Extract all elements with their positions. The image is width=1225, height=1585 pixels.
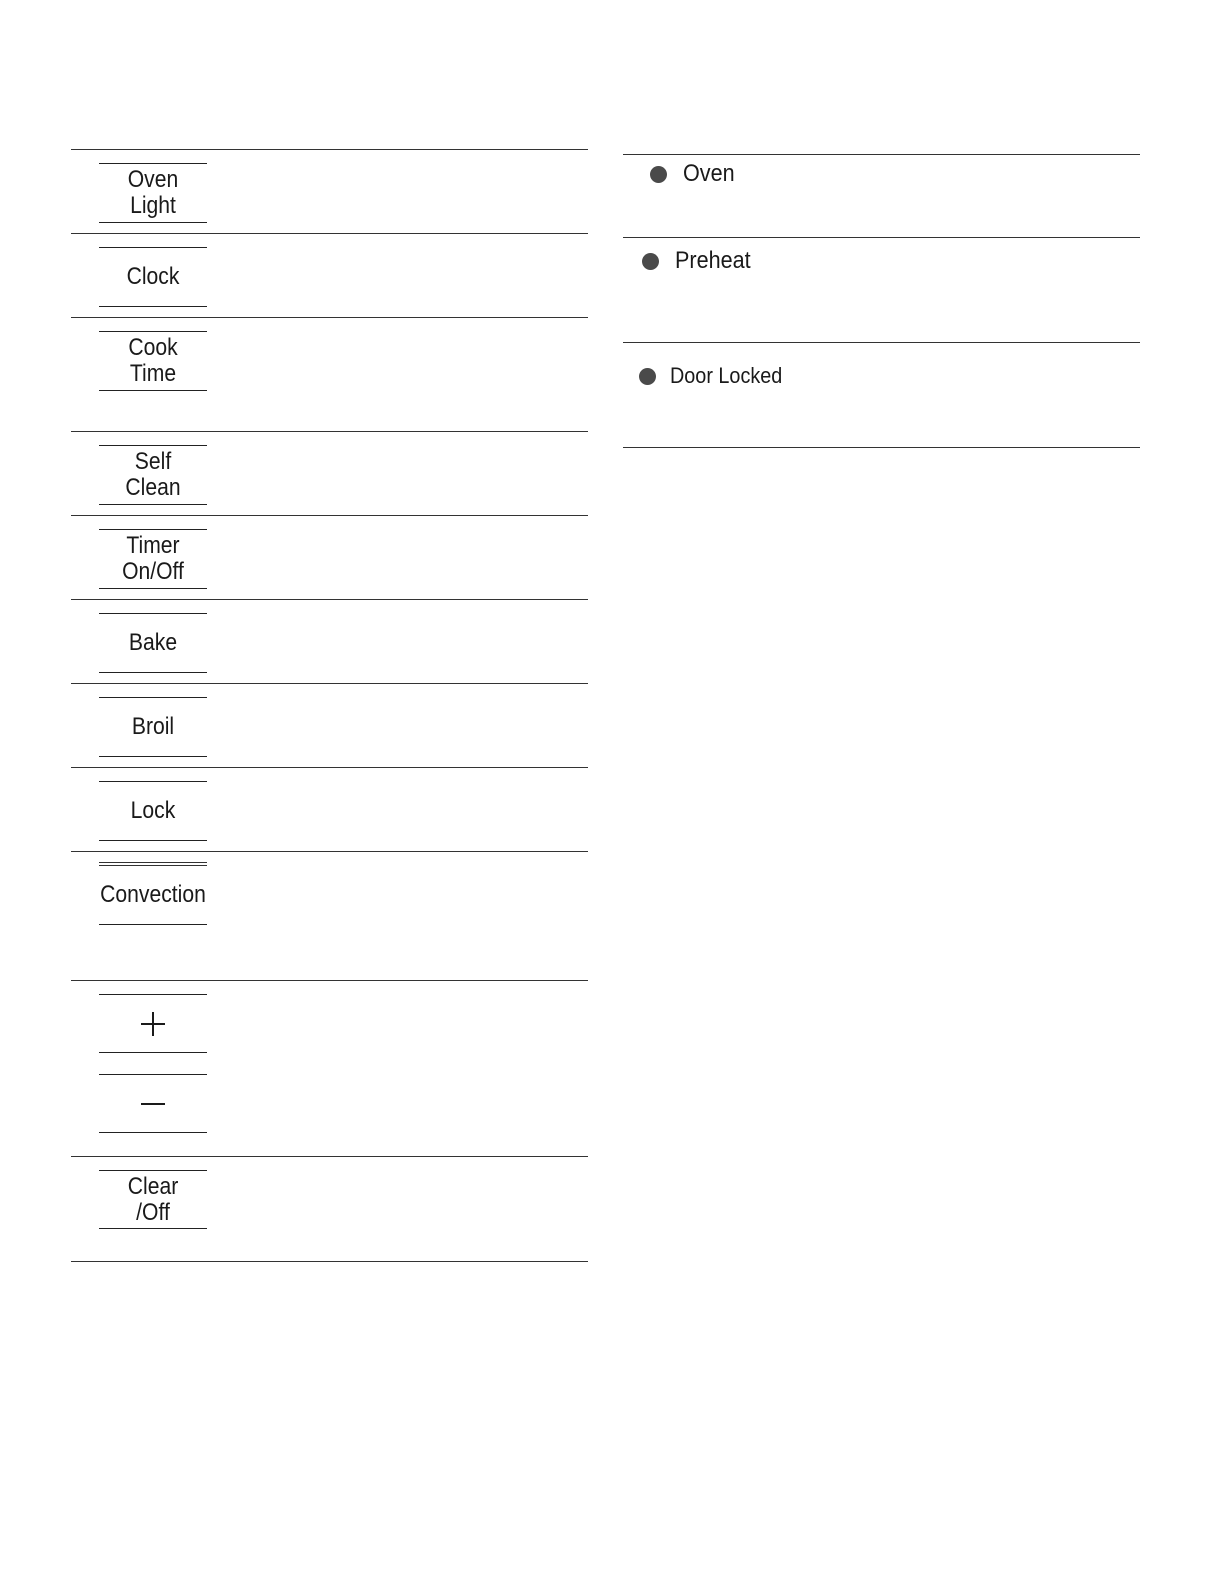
key-border-bottom — [99, 1132, 207, 1133]
key-border-top — [99, 445, 207, 446]
key-label-line: Bake — [128, 629, 178, 656]
indicator-label: Door Locked — [670, 363, 783, 388]
row-divider — [71, 149, 588, 150]
key-border-top — [99, 1170, 207, 1171]
key-label-line: /Off — [136, 1199, 170, 1226]
key-label-line: Time — [129, 360, 177, 387]
key-border-top — [99, 697, 207, 698]
row-divider — [71, 1261, 588, 1262]
key-label-line: Cook — [128, 334, 178, 361]
self-clean-key[interactable] — [105, 447, 200, 503]
indicator-label: Oven — [683, 160, 735, 187]
lock-key[interactable] — [105, 783, 200, 839]
key-label-line: Timer — [126, 532, 180, 559]
key-border-bottom — [99, 1228, 207, 1229]
indicator-dot-icon — [639, 368, 656, 385]
key-label-line: Broil — [131, 713, 175, 740]
minus-key[interactable] — [99, 1090, 207, 1118]
key-label-line: Convection — [100, 881, 206, 908]
door-locked-indicator — [639, 363, 795, 389]
row-divider — [71, 767, 588, 768]
key-border-top — [99, 1074, 207, 1075]
key-label-line: Clear — [127, 1173, 179, 1200]
key-border-bottom — [99, 588, 207, 589]
key-border-top — [99, 247, 207, 248]
convection-key[interactable] — [100, 867, 206, 923]
row-divider — [71, 317, 588, 318]
timer-on-off-key[interactable] — [105, 531, 200, 587]
row-divider — [71, 599, 588, 600]
row-divider — [71, 233, 588, 234]
key-label-line: Oven — [127, 166, 179, 193]
key-border-top — [99, 529, 207, 530]
key-label-line: Lock — [130, 797, 176, 824]
key-border-bottom — [99, 390, 207, 391]
row-divider — [623, 237, 1140, 238]
row-divider — [71, 431, 588, 432]
key-border-bottom — [99, 756, 207, 757]
row-divider — [71, 851, 588, 852]
key-border-top — [99, 163, 207, 164]
indicator-dot-icon — [642, 253, 659, 270]
key-border-bottom — [99, 222, 207, 223]
key-label-line: Clean — [125, 474, 181, 501]
minus-icon — [139, 1090, 167, 1118]
row-divider — [623, 154, 1140, 155]
row-divider — [71, 980, 588, 981]
bake-key[interactable] — [105, 615, 200, 671]
oven-indicator — [650, 160, 740, 188]
key-border-top — [99, 994, 207, 995]
key-border-bottom — [99, 840, 207, 841]
indicator-dot-icon — [650, 166, 667, 183]
key-border-bottom — [99, 924, 207, 925]
broil-key[interactable] — [105, 699, 200, 755]
plus-key[interactable] — [99, 1010, 207, 1038]
key-border-top — [99, 331, 207, 332]
key-border-bottom — [99, 672, 207, 673]
key-border-top — [99, 613, 207, 614]
cook-time-key[interactable] — [105, 333, 200, 389]
key-border-bottom — [99, 504, 207, 505]
key-label-line: On/Off — [122, 558, 184, 585]
row-divider — [623, 447, 1140, 448]
row-divider — [71, 1156, 588, 1157]
row-divider — [71, 515, 588, 516]
oven-light-key[interactable] — [105, 165, 200, 221]
indicator-label: Preheat — [675, 247, 751, 274]
key-border-top — [99, 862, 207, 866]
clock-key[interactable] — [105, 249, 200, 305]
row-divider — [623, 342, 1140, 343]
preheat-indicator — [642, 247, 759, 275]
clear-off-key[interactable] — [105, 1172, 200, 1228]
key-border-top — [99, 781, 207, 782]
key-label-line: Self — [134, 448, 172, 475]
row-divider — [71, 683, 588, 684]
key-label-line: Light — [130, 192, 176, 219]
plus-icon — [139, 1010, 167, 1038]
key-border-bottom — [99, 1052, 207, 1053]
key-label-line: Clock — [126, 263, 180, 290]
key-border-bottom — [99, 306, 207, 307]
